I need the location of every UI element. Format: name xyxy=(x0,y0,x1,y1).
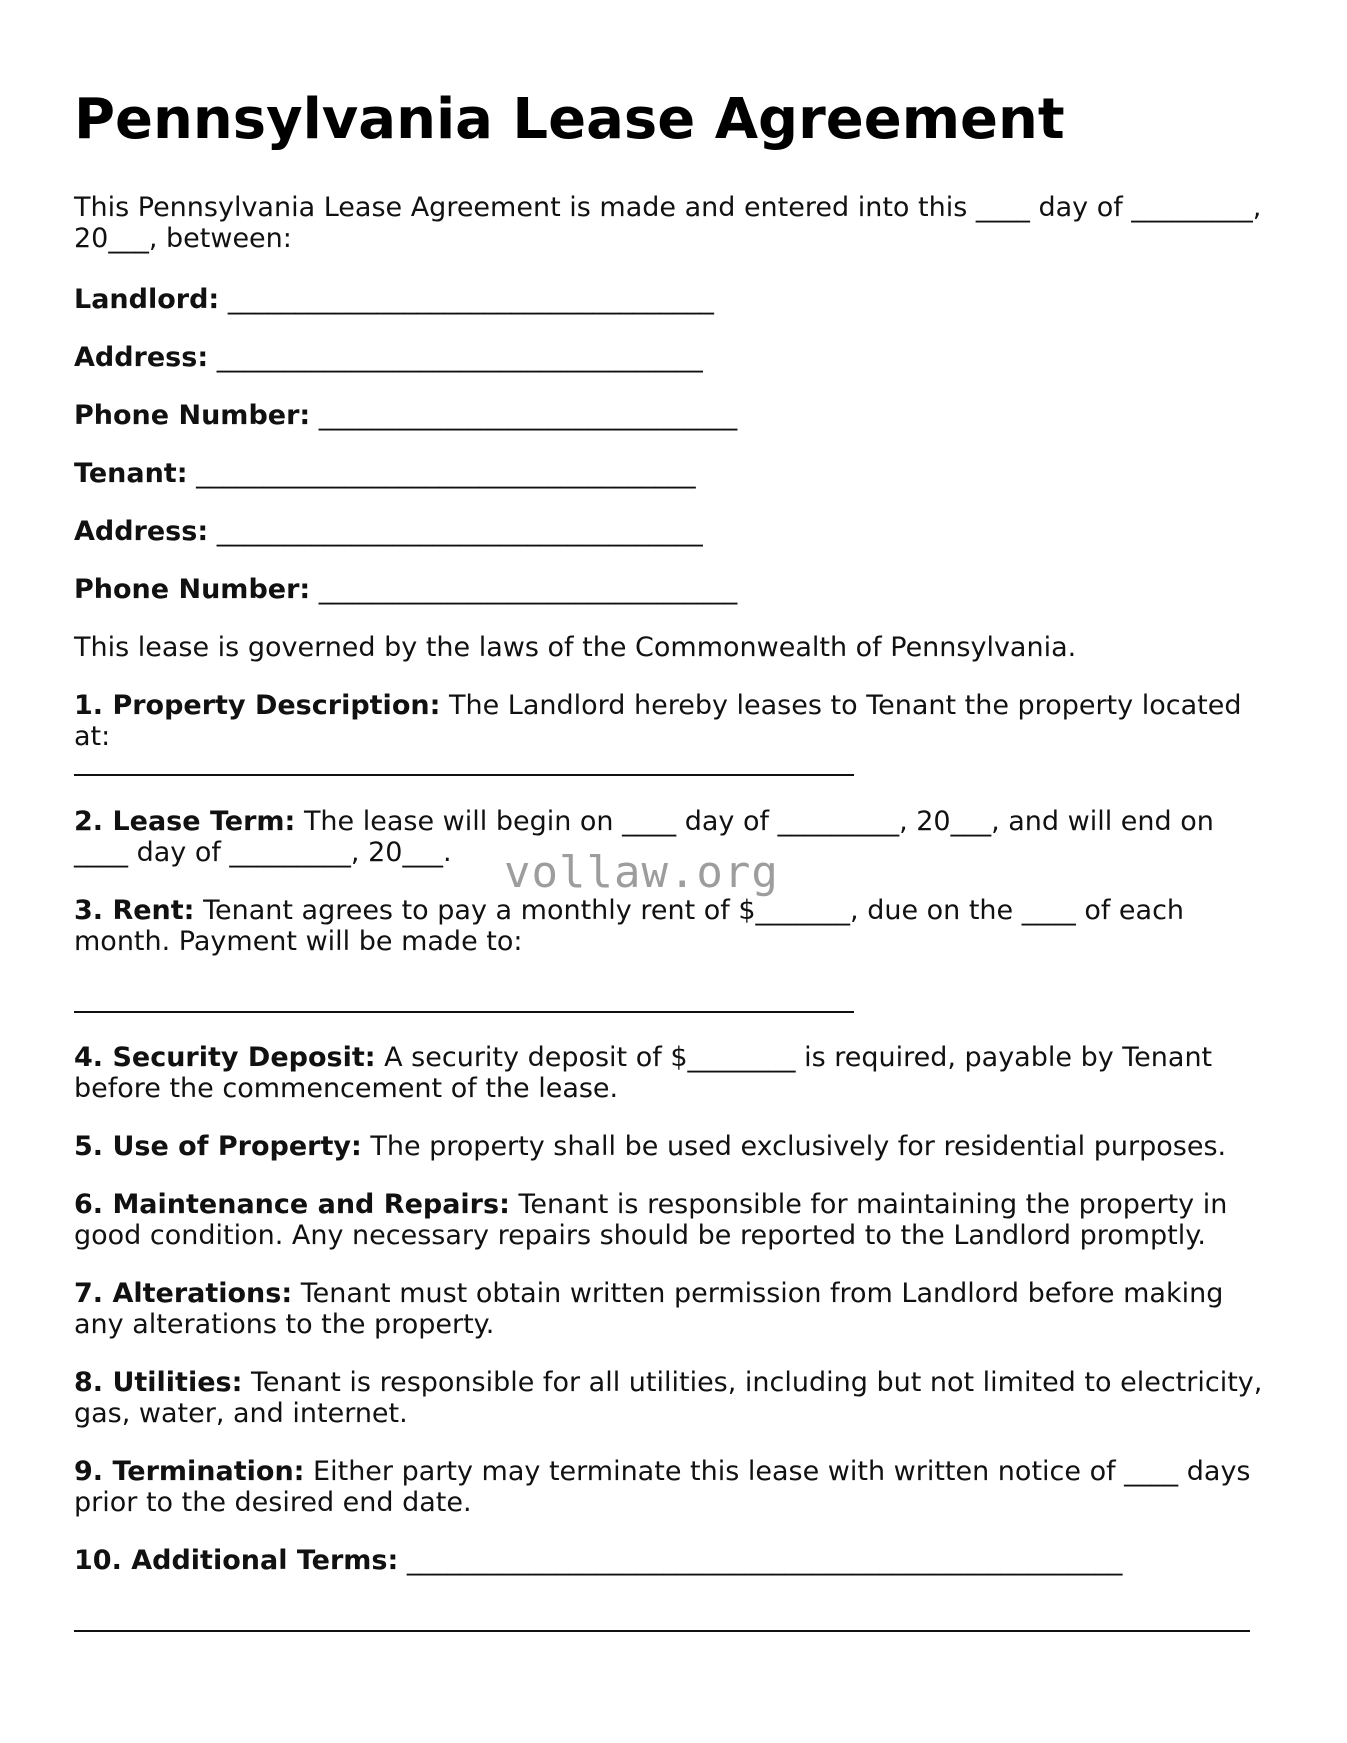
landlord-field[interactable] xyxy=(74,284,1274,315)
section-additional-heading: 10. Additional Terms: xyxy=(74,1545,399,1576)
tenant-phone-label: Phone Number: xyxy=(74,574,311,605)
landlord-phone-blank[interactable]: _______________________________ xyxy=(318,400,738,431)
section-use-text: The property shall be used exclusively for residential purposes. xyxy=(361,1131,1227,1162)
intro-paragraph: This Pennsylvania Lease Agreement is made and entered into this ____ day of _________, 20___, between: xyxy=(74,192,1262,254)
section-term-heading: 2. Lease Term: xyxy=(74,806,296,837)
section-termination-heading: 9. Termination: xyxy=(74,1456,305,1487)
tenant-address-blank[interactable]: ____________________________________ xyxy=(216,516,703,547)
tenant-address-label: Address: xyxy=(74,516,209,547)
tenant-address-field[interactable] xyxy=(74,516,1274,547)
section-rent-heading: 3. Rent: xyxy=(74,895,195,926)
section-maintenance xyxy=(74,1189,1274,1251)
section-alterations-heading: 7. Alterations: xyxy=(74,1278,293,1309)
section-rent-text: Tenant agrees to pay a monthly rent of $_______, due on the ____ of each month. Payment will be made to: xyxy=(74,895,1185,957)
section-deposit-text: A security deposit of $________ is required, payable by Tenant before the commencement of the lease. xyxy=(74,1042,1213,1104)
section-property-description xyxy=(74,690,1274,752)
section-use-of-property xyxy=(74,1131,1274,1162)
section-additional-blank[interactable]: _____________________________________________________ xyxy=(406,1545,1123,1576)
section-termination-text: Either party may terminate this lease with written notice of ____ days prior to the desired end date. xyxy=(74,1456,1251,1518)
section-deposit-heading: 4. Security Deposit: xyxy=(74,1042,376,1073)
section-property-text: The Landlord hereby leases to Tenant the property located at: xyxy=(74,690,1242,752)
section-alterations xyxy=(74,1278,1274,1340)
tenant-phone-field[interactable] xyxy=(74,574,1274,605)
landlord-address-blank[interactable]: ____________________________________ xyxy=(216,342,703,373)
section-utilities-text: Tenant is responsible for all utilities, including but not limited to electricity, gas, water, and internet. xyxy=(74,1367,1263,1429)
section-maintenance-heading: 6. Maintenance and Repairs: xyxy=(74,1189,510,1220)
document-title: Pennsylvania Lease Agreement xyxy=(74,87,1065,152)
tenant-label: Tenant: xyxy=(74,458,188,489)
landlord-blank[interactable]: ____________________________________ xyxy=(227,284,714,315)
landlord-phone-label: Phone Number: xyxy=(74,400,311,431)
section-termination xyxy=(74,1456,1274,1518)
tenant-blank[interactable]: _____________________________________ xyxy=(196,458,696,489)
tenant-field[interactable] xyxy=(74,458,1274,489)
landlord-address-field[interactable] xyxy=(74,342,1274,373)
section-utilities-heading: 8. Utilities: xyxy=(74,1367,243,1398)
landlord-phone-field[interactable] xyxy=(74,400,1274,431)
section-utilities xyxy=(74,1367,1274,1429)
watermark: vollaw.org xyxy=(504,847,779,898)
additional-terms-blank-line[interactable] xyxy=(74,1630,1250,1632)
landlord-address-label: Address: xyxy=(74,342,209,373)
section-additional-terms[interactable] xyxy=(74,1545,1274,1576)
section-property-heading: 1. Property Description: xyxy=(74,690,441,721)
section-use-heading: 5. Use of Property: xyxy=(74,1131,362,1162)
tenant-phone-blank[interactable]: _______________________________ xyxy=(318,574,738,605)
section-term-text: The lease will begin on ____ day of _________, 20___, and will end on ____ day of _________, 20___. xyxy=(74,806,1214,868)
payment-recipient-blank-line[interactable] xyxy=(74,1011,854,1013)
landlord-label: Landlord: xyxy=(74,284,220,315)
section-alterations-text: Tenant must obtain written permission from Landlord before making any alterations to the property. xyxy=(74,1278,1224,1340)
property-address-blank-line[interactable] xyxy=(74,774,854,776)
section-security-deposit xyxy=(74,1042,1274,1104)
section-maintenance-text: Tenant is responsible for maintaining the property in good condition. Any necessary repairs should be reported to the Landlord promptly. xyxy=(74,1189,1228,1251)
section-rent xyxy=(74,895,1274,957)
governing-law-paragraph: This lease is governed by the laws of the Commonwealth of Pennsylvania. xyxy=(74,632,1077,663)
